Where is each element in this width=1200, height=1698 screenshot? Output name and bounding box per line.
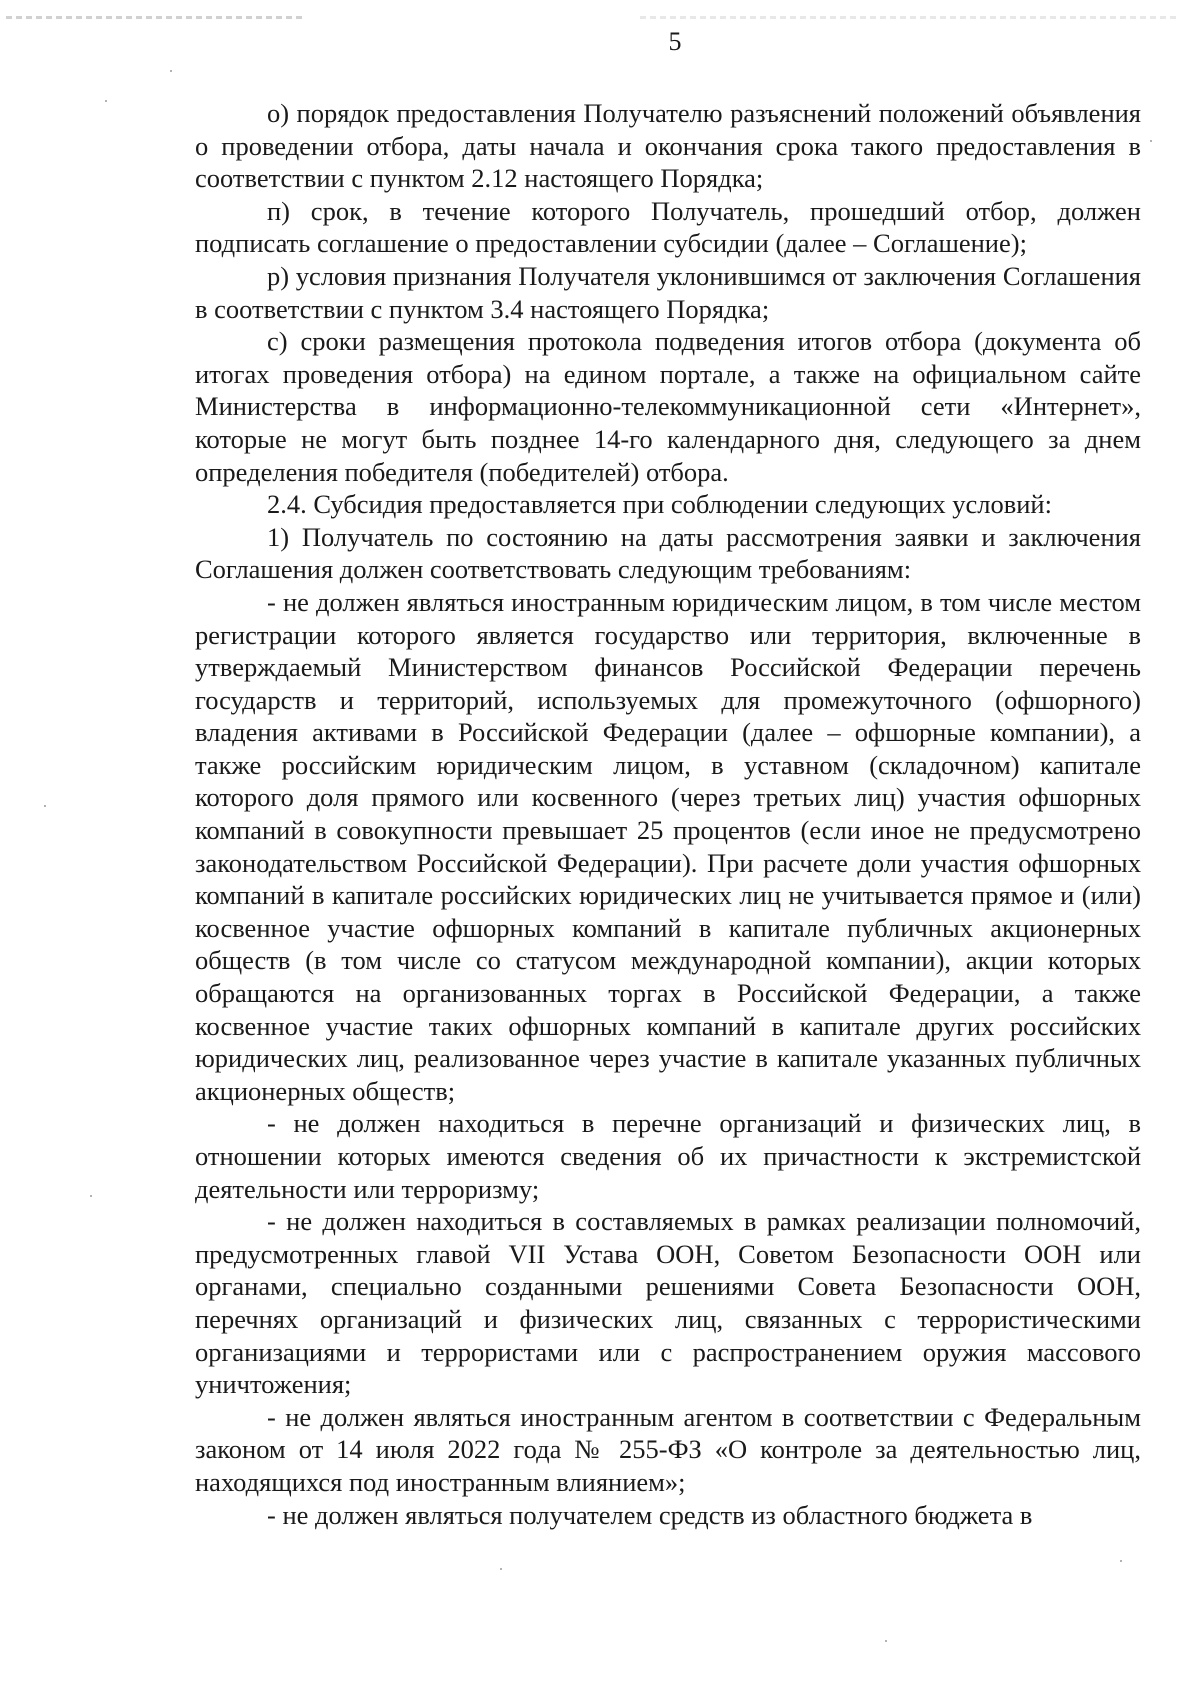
paragraph-section-2-4: 2.4. Субсидия предоставляется при соблюдении следующих условий: xyxy=(267,489,1052,520)
paragraph-requirement-extremism: - не должен находиться в перечне организаций и физических лиц, в отношении которых имеются сведения об их причастности к экстремистской деятельности или терроризму; xyxy=(195,1108,1141,1204)
paragraph-requirement-budget: - не должен являться получателем средств из областного бюджета в xyxy=(267,1499,1033,1530)
scan-speck xyxy=(44,805,46,807)
paragraph-condition-1: 1) Получатель по состоянию на даты рассмотрения заявки и заключения Соглашения должен соответствовать следующим требованиям: xyxy=(195,521,1141,585)
document-body xyxy=(195,97,1141,1531)
scan-speck xyxy=(500,1568,502,1570)
scan-edge-artifact xyxy=(6,16,306,19)
paragraph-item-s: с) сроки размещения протокола подведения итогов отбора (документа об итогах проведения отбора) на едином портале, а также на официальном сайте Министерства в информационно-телекоммуникационной сети «Интернет», которые не могут быть позднее 14-го календарного дня, следующего за днем определения победителя (победителей) отбора. xyxy=(195,326,1141,487)
paragraph-requirement-un-lists: - не должен находиться в составляемых в рамках реализации полномочий, предусмотренных главой VII Устава ООН, Советом Безопасности ООН или органами, специально созданными решениями Совета Безопасности ООН, перечнях организаций и физических лиц, связанных с террористическими организациями и террористами или с распространением оружия массового уничтожения; xyxy=(195,1206,1141,1400)
paragraph-item-p: п) срок, в течение которого Получатель, прошедший отбор, должен подписать соглашение о предоставлении субсидии (далее – Соглашение); xyxy=(195,195,1141,259)
paragraph-item-r: р) условия признания Получателя уклонившимся от заключения Соглашения в соответствии с пунктом 3.4 настоящего Порядка; xyxy=(195,260,1141,324)
paragraph-requirement-foreign-agent: - не должен являться иностранным агентом в соответствии с Федеральным законом от 14 июля 2022 года № 255-ФЗ «О контроле за деятельностью лиц, находящихся под иностранным влиянием»; xyxy=(195,1401,1141,1497)
scan-speck xyxy=(885,1640,887,1642)
page-number: 5 xyxy=(668,27,682,56)
scan-speck xyxy=(90,1195,92,1197)
scan-speck xyxy=(1150,140,1152,142)
paragraph-requirement-offshore: - не должен являться иностранным юридическим лицом, в том числе местом регистрации которого является государство или территория, включенные в утверждаемый Министерством финансов Российской Федерации перечень государств и территорий, используемых для промежуточного (офшорного) владения активами в Российской Федерации (далее – офшорные компании), а также российским юридическим лицом, в уставном (складочном) капитале которого доля прямого или косвенного (через третьих лиц) участия офшорных компаний в совокупности превышает 25 процентов (если иное не предусмотрено законодательством Российской Федерации). При расчете доли участия офшорных компаний в капитале российских юридических лиц не учитывается прямое и (или) косвенное участие офшорных компаний в капитале публичных акционерных обществ (в том числе со статусом международной компании), акции которых обращаются на организованных торгах в Российской Федерации, а также косвенное участие таких офшорных компаний в капитале других российских юридических лиц, реализованное через участие в капитале указанных публичных акционерных обществ; xyxy=(195,586,1141,1106)
scan-speck xyxy=(1120,1560,1122,1562)
scan-edge-artifact xyxy=(640,16,1180,19)
scan-speck xyxy=(170,70,172,72)
scan-speck xyxy=(105,100,107,102)
paragraph-item-o: о) порядок предоставления Получателю разъяснений положений объявления о проведении отбора, даты начала и окончания срока такого предоставления в соответствии с пунктом 2.12 настоящего Порядка; xyxy=(195,98,1141,194)
